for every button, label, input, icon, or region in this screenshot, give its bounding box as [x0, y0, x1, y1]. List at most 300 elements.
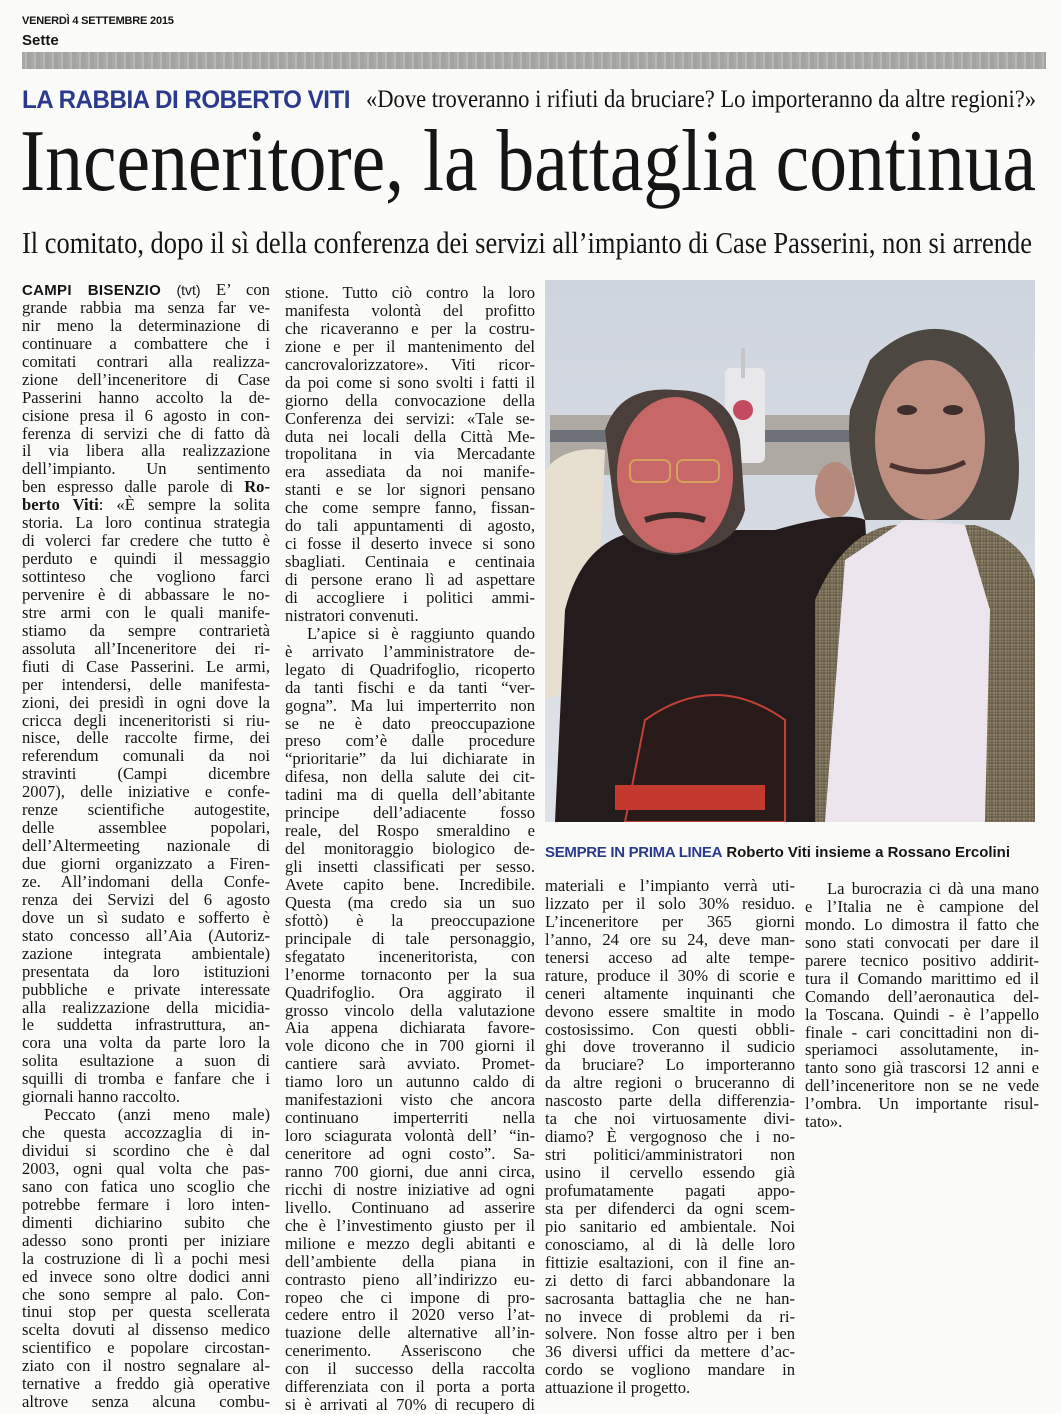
line-text: presentata da loro istituzioni: [22, 961, 270, 981]
line-text: ziato con il nostro segnalare al-: [22, 1356, 270, 1376]
line-text: di persone erano lì ad aspettare: [285, 570, 535, 589]
text-line: [22, 1070, 270, 1088]
text-line: [22, 999, 270, 1017]
line-text: vole dicono che in 700 giorni il: [285, 1036, 535, 1056]
text-line: [285, 643, 535, 661]
bold-name: berto Viti: [22, 495, 99, 515]
text-line: [22, 1214, 270, 1232]
text-line: [285, 1217, 535, 1235]
text-line: [545, 1361, 795, 1379]
article-kicker: [22, 86, 361, 115]
text-line: [285, 1109, 535, 1127]
line-text: sfegatato inceneritorista, con: [285, 946, 535, 966]
line-text: sbagliati. Centinaia e centinaia: [285, 552, 535, 572]
line-text: diamo? È vergognoso che i no-: [545, 1127, 795, 1147]
line-text: livello. Continuano ad asserire: [285, 1197, 535, 1217]
line-text: ceneri altamente inquinanti che: [545, 983, 795, 1003]
text-line: [285, 1342, 535, 1360]
line-text: Conferenza dei servizi: «Tale se-: [285, 408, 535, 428]
line-text: tato».: [805, 1112, 843, 1132]
line-text: stato concesso all’Aia (Autoriz-: [22, 925, 270, 945]
text-line: [22, 568, 270, 586]
text-line: [22, 783, 270, 801]
line-text: sacrosanta battaglia che ne han-: [545, 1288, 795, 1308]
line-text: tropolitana in via Mercadante: [285, 444, 535, 464]
line-text: differenziata con il porta a porta: [285, 1377, 535, 1397]
line-text: ternative a freddo già operative: [22, 1374, 270, 1394]
line-text: che è l’investimento giusto per il: [285, 1215, 535, 1235]
text-line: [545, 1290, 795, 1308]
line-text: costosissimo. Con questi obbli-: [545, 1019, 795, 1039]
text-line: [285, 679, 535, 697]
text-line: [285, 1127, 535, 1145]
line-text: do tali appuntamenti di agosto,: [285, 516, 535, 536]
text-line: [285, 1199, 535, 1217]
line-text: che sono sempre al palo. Con-: [22, 1284, 270, 1304]
text-line: [545, 1092, 795, 1110]
text-line: [285, 481, 535, 499]
line-text: zione dell’inceneritore di Case: [22, 369, 270, 389]
line-text: Passerini hanno accolto la de-: [22, 387, 270, 407]
line-fragment: : «È sempre la solita: [98, 495, 270, 515]
text-line: [545, 1164, 795, 1182]
line-text: tanto sono già trascorsi 12 anni e: [805, 1058, 1039, 1078]
text-line: [545, 1272, 795, 1290]
text-line: [22, 496, 270, 514]
line-text: sta per difenderci da ogni scem-: [545, 1198, 795, 1218]
line-text: Questa (ma credo sia un suo: [285, 892, 535, 912]
line-text: rature, produce il 30% di scorie e: [545, 965, 795, 985]
text-line: [22, 1286, 270, 1304]
text-line: [22, 1178, 270, 1196]
line-text: [22, 495, 270, 514]
line-text: il via libera alla realizzazione: [22, 441, 270, 461]
line-text: Quadrifoglio. Ora aggirato il: [285, 982, 535, 1002]
text-line: [22, 622, 270, 640]
line-text: ci fosse il deserto invece si sono: [285, 534, 535, 554]
section-bar-divider: [22, 52, 1046, 69]
text-line: [22, 1303, 270, 1321]
line-text: gogna”. Ma lui imperterrito non: [285, 695, 535, 715]
text-line: [285, 984, 535, 1002]
line-text: cricca degli inceneritoristi si riu-: [22, 710, 270, 730]
line-text: preso com’è dalle procedure: [285, 731, 535, 751]
text-line: [545, 949, 795, 967]
text-line: [22, 281, 270, 299]
text-line: [22, 1393, 270, 1411]
text-line: [285, 1019, 535, 1037]
text-line: [805, 1041, 1039, 1059]
line-text: pubbliche e private interessate: [22, 979, 270, 999]
line-text: Avete capito bene. Incredibile.: [285, 874, 535, 894]
line-text: solita esultazione a suon di: [22, 1051, 270, 1071]
text-line: [285, 822, 535, 840]
line-text: 2003, ogni qual volta che pas-: [22, 1158, 270, 1178]
line-text: lizzato per il solo 30% residuo.: [545, 893, 795, 913]
text-line: [22, 335, 270, 353]
caption-label: SEMPRE IN PRIMA LINEA: [545, 844, 723, 861]
line-text: grande rabbia ma senza far ve-: [22, 297, 270, 317]
line-text: per intendersi, delle manifesta-: [22, 674, 270, 694]
line-text: sono stati convocati per dare il: [805, 932, 1039, 952]
text-line: [545, 1379, 795, 1397]
line-text: speriamoci assolutamente, in-: [805, 1040, 1039, 1060]
article-column-1: [22, 281, 270, 1411]
text-line: [22, 837, 270, 855]
line-text: da tanti fischi e da tanti “ver-: [285, 677, 535, 697]
text-line: [22, 694, 270, 712]
line-text: referendum comunali da noi: [22, 746, 270, 766]
text-line: [285, 607, 535, 625]
caption-text-wrap: [545, 844, 1010, 861]
headline: [20, 113, 1061, 210]
line-text: cora una volta da parte loro la: [22, 1033, 270, 1053]
line-text: tura il Comando marittimo ed il: [805, 968, 1039, 988]
line-text: continuano imperterriti nella: [285, 1108, 535, 1128]
text-line: [285, 750, 535, 768]
line-text: contrasto pieno all’indirizzo eu-: [285, 1269, 535, 1289]
article-column-3: [545, 877, 795, 1397]
line-text: le suddetta infrastruttura, an-: [22, 1015, 270, 1035]
text-line: [805, 970, 1039, 988]
line-text: continuare a combattere che i: [22, 333, 270, 353]
text-line: [285, 876, 535, 894]
line-text: dell’inceneritore non se ne vede: [805, 1076, 1039, 1096]
headline-text: Inceneritore, la battaglia continua: [20, 113, 1036, 210]
line-text: renza dei Servizi del 6 agosto: [22, 889, 270, 909]
line-text: La burocrazia ci dà una mano: [827, 879, 1039, 898]
text-line: [285, 589, 535, 607]
text-line: [22, 1106, 270, 1124]
line-text: altrove senza alcuna combu-: [22, 1392, 270, 1412]
text-line: [285, 661, 535, 679]
text-line: [285, 768, 535, 786]
text-line: [22, 442, 270, 460]
text-line: [22, 819, 270, 837]
article-column-4: [805, 880, 1039, 1131]
line-text: da altre regioni o bruceranno di: [545, 1073, 795, 1093]
line-text: di accogliere i politici ammi-: [285, 587, 535, 607]
text-line: [285, 1378, 535, 1396]
line-text: la Toscana. Quindi - è l’appello: [805, 1004, 1039, 1024]
text-line: [22, 640, 270, 658]
line-text: Comando dell’aeronautica del-: [805, 986, 1039, 1006]
line-text: l’ombra. Un importante risul-: [805, 1094, 1039, 1114]
text-line: [285, 1091, 535, 1109]
line-text: adesso sono pronti per iniziare: [22, 1230, 270, 1250]
line-text: sfottò) è la preoccupazione: [285, 910, 535, 930]
text-line: [285, 1360, 535, 1378]
line-text: ed invece sono oltre dodici anni: [22, 1266, 270, 1286]
kicker-text: LA RABBIA DI ROBERTO VITI: [22, 86, 350, 114]
line-text: [22, 477, 270, 496]
line-text: materiali e l’impianto verrà uti-: [545, 876, 795, 895]
line-text: usino il cervello essendo già: [545, 1163, 795, 1182]
text-line: [285, 1055, 535, 1073]
text-line: [285, 966, 535, 984]
line-text: stri politici/amministratori non: [545, 1145, 795, 1165]
text-line: [22, 371, 270, 389]
text-line: [285, 912, 535, 930]
article-photo: [545, 280, 1035, 822]
issue-date: VENERDÌ 4 SETTEMBRE 2015: [22, 15, 174, 27]
text-line: [285, 445, 535, 463]
text-line: [285, 804, 535, 822]
line-fragment: (tvt): [161, 282, 216, 298]
line-text: squilli di tromba e fanfare che i: [22, 1069, 270, 1089]
text-line: [545, 1146, 795, 1164]
line-text: “prioritarie” da lui dichiarate in: [285, 749, 535, 769]
subheadline-text: Il comitato, dopo il sì della conferenza dei servizi all’impianto di Case Passerini, non si arrende: [22, 225, 1032, 260]
text-line: [22, 460, 270, 478]
text-line: [22, 927, 270, 945]
line-text: ferenza di servizi che di fatto dà: [22, 423, 270, 443]
text-line: [22, 1052, 270, 1070]
text-line: [22, 909, 270, 927]
line-text: dove un sì sudato e sofferto è: [22, 907, 270, 927]
line-text: e l’Italia ne è campione del: [805, 896, 1039, 916]
line-text: era assediata da noi manife-: [285, 462, 535, 482]
text-line: [285, 840, 535, 858]
line-text: duta nei locali della Città Me-: [285, 426, 535, 446]
line-text: manifesta volontà del profitto: [285, 300, 535, 320]
text-line: [285, 858, 535, 876]
line-text: no invece di problemi da ri-: [545, 1306, 795, 1326]
text-line: [22, 317, 270, 335]
text-line: [22, 729, 270, 747]
kicker-quote-text: «Dove troveranno i rifiuti da bruciare? Lo importeranno da altre regioni?»: [366, 86, 1036, 113]
text-line: [285, 1002, 535, 1020]
line-text: nascosto parte della differenzia-: [545, 1091, 795, 1111]
line-text: giorno della convocazione della: [285, 390, 535, 410]
line-text: 2007), delle iniziative e confe-: [22, 782, 270, 802]
text-line: [22, 478, 270, 496]
line-text: attuazione il progetto.: [545, 1378, 691, 1398]
text-line: [545, 1038, 795, 1056]
line-text: alla realizzazione della micidia-: [22, 997, 270, 1017]
text-line: [22, 873, 270, 891]
text-line: [22, 532, 270, 550]
line-text: L’inceneritore per 365 giorni: [545, 911, 795, 931]
kicker-quote: [366, 86, 1061, 114]
line-text: potrebbe fermare i loro inten-: [22, 1194, 270, 1214]
text-line: [22, 586, 270, 604]
text-line: [285, 428, 535, 446]
text-line: [285, 1289, 535, 1307]
line-fragment: E’ con: [215, 280, 270, 299]
line-text: giornali hanno raccolto.: [22, 1087, 181, 1107]
article-column-2: [285, 284, 535, 1414]
text-line: [545, 913, 795, 931]
line-text: l’anno, 24 ore su 24, deve man-: [545, 929, 795, 949]
text-line: [285, 1306, 535, 1324]
line-text: che questa accozzaglia di in-: [22, 1123, 270, 1143]
text-line: [22, 1016, 270, 1034]
line-text: da poi come si sono svolti i fatti il: [285, 372, 535, 392]
line-text: Peccato (anzi meno male): [44, 1105, 270, 1125]
text-line: [22, 981, 270, 999]
text-line: [545, 1003, 795, 1021]
line-text: si è arrivati al 70% di recupero di: [285, 1395, 535, 1414]
line-text: ta che noi virtuosamente divi-: [545, 1109, 795, 1129]
line-text: zi detto di farci abbandonare la: [545, 1270, 795, 1290]
text-line: [285, 1271, 535, 1289]
text-line: [285, 1073, 535, 1091]
text-line: [22, 550, 270, 568]
line-text: dell’ambiente della piana in: [285, 1251, 535, 1271]
line-text: perduto e quindi il messaggio: [22, 549, 270, 569]
line-text: l’enorme tornaconto per la sua: [285, 964, 535, 984]
line-text: renze scientifiche autogestite,: [22, 800, 270, 820]
text-line: [22, 1142, 270, 1160]
text-line: [805, 1006, 1039, 1024]
text-line: [22, 1268, 270, 1286]
text-line: [545, 895, 795, 913]
text-line: [22, 1357, 270, 1375]
text-line: [285, 320, 535, 338]
line-text: stiamo da sempre contrarietà: [22, 620, 270, 640]
text-line: [805, 880, 1039, 898]
caption-text: Roberto Viti insieme a Rossano Ercolini: [726, 844, 1010, 861]
line-text: delle assemblee popolari,: [22, 818, 270, 838]
text-line: [22, 1250, 270, 1268]
text-line: [22, 1232, 270, 1250]
text-line: [22, 1088, 270, 1106]
line-text: scelta dovuti al dissenso medico: [22, 1320, 270, 1340]
line-text: nisce, delle raccolte firme, dei: [22, 728, 270, 748]
line-text: scientifico e popolare circostan-: [22, 1338, 270, 1358]
text-line: [805, 1113, 1039, 1131]
line-text: cantiere sarà avviato. Promet-: [285, 1054, 535, 1074]
text-line: [545, 1182, 795, 1200]
text-line: [285, 571, 535, 589]
line-text: pervenire è di abbassare le no-: [22, 584, 270, 604]
line-text: se ne è dato preoccupazione: [285, 713, 535, 733]
line-text: stravinti (Campi dicembre: [22, 764, 270, 784]
text-line: [285, 894, 535, 912]
bold-name: Ro-: [244, 477, 270, 497]
line-text: ricchi di nostre iniziative ad ogni: [285, 1179, 535, 1199]
line-text: del monitoraggio biologico de-: [285, 839, 535, 859]
text-line: [285, 1324, 535, 1342]
text-line: [22, 1339, 270, 1357]
text-line: [545, 967, 795, 985]
line-text: che ricaveranno e per la costru-: [285, 318, 535, 338]
line-text: profumatamente pagati appo-: [545, 1180, 795, 1200]
text-line: [22, 658, 270, 676]
text-line: [285, 1163, 535, 1181]
line-text: stre armi con le quali manife-: [22, 602, 270, 622]
line-text: sano con fatica uno scoglio che: [22, 1176, 270, 1196]
text-line: [285, 732, 535, 750]
line-text: dividui si scordino che è dal: [22, 1141, 270, 1160]
line-text: tenersi acceso ad alte tempe-: [545, 947, 795, 967]
line-text: tinui stop per questa scellerata: [22, 1302, 270, 1322]
text-line: [285, 948, 535, 966]
text-line: [285, 392, 535, 410]
line-text: cedere entro il 2020 verso l’at-: [285, 1305, 535, 1325]
line-fragment: ben espresso dalle parole di: [22, 477, 245, 497]
line-text: 36 diversi uffici da mettere d’ac-: [545, 1342, 795, 1362]
text-line: [22, 891, 270, 909]
text-line: [285, 499, 535, 517]
line-text: due giorni organizzato a Firen-: [22, 854, 270, 873]
text-line: [545, 1325, 795, 1343]
text-line: [22, 945, 270, 963]
line-text: zione e per il mantenimento del: [285, 336, 535, 356]
line-text: grosso vincolo della valutazione: [285, 1000, 535, 1020]
text-line: [285, 356, 535, 374]
text-line: [22, 353, 270, 371]
text-line: [22, 1124, 270, 1142]
text-line: [285, 553, 535, 571]
dateline: CAMPI BISENZIO: [22, 282, 162, 299]
line-text: tadini ma di quella dell’abitante: [285, 785, 535, 805]
line-text: pio sanitario ed ambientale. Noi: [545, 1216, 795, 1236]
line-text: L’apice si è raggiunto quando: [307, 623, 535, 643]
text-line: [285, 1181, 535, 1199]
line-text: ghi dove troveranno il sudicio: [545, 1037, 795, 1057]
text-line: [22, 676, 270, 694]
text-line: [22, 963, 270, 981]
line-text: conosciamo, al di là delle loro: [545, 1234, 795, 1254]
text-line: [285, 786, 535, 804]
text-line: [22, 855, 270, 873]
text-line: [285, 1145, 535, 1163]
line-text: comitati contrari alla realizza-: [22, 351, 270, 371]
text-line: [285, 1235, 535, 1253]
line-text: fiuti di Case Passerini. Le armi,: [22, 656, 270, 676]
text-line: [22, 765, 270, 783]
text-line: [545, 877, 795, 895]
line-text: Aia appena dichiarata favore-: [285, 1018, 535, 1038]
line-text: storia. La loro continua strategia: [22, 513, 270, 533]
text-line: [545, 1200, 795, 1218]
text-line: [22, 425, 270, 443]
text-line: [285, 625, 535, 643]
line-text: tuazione delle alternative all’in-: [285, 1323, 535, 1343]
text-line: [545, 1218, 795, 1236]
line-text: con il successo della raccolta: [285, 1359, 535, 1379]
line-text: di volerci far credere che tutto è: [22, 531, 270, 551]
text-line: [545, 1074, 795, 1092]
text-line: [545, 1236, 795, 1254]
line-text: da bruciare? Lo importeranno: [545, 1055, 795, 1075]
line-text: principale di tale personaggio,: [285, 928, 535, 948]
line-text: solvere. Non fosse altro per i ben: [545, 1324, 795, 1344]
line-text: zioni, dei presidì in ogni dove la: [22, 692, 270, 712]
text-line: [805, 934, 1039, 952]
line-text: gli insetti classificati per sesso.: [285, 857, 535, 876]
text-line: [22, 801, 270, 819]
line-text: parere tecnico positivo addirit-: [805, 950, 1039, 970]
line-text: nir meno la determinazione di: [22, 315, 270, 335]
line-text: dimenti dichiarino subito che: [22, 1212, 270, 1232]
line-text: reale, del Rospo smeraldino e: [285, 821, 535, 841]
text-line: [285, 697, 535, 715]
line-text: stanti e se lor signori pensano: [285, 480, 535, 500]
subheadline: [22, 227, 1061, 258]
text-line: [545, 1128, 795, 1146]
line-text: tiamo loro un autunno caldo di: [285, 1072, 535, 1092]
text-line: [805, 988, 1039, 1006]
line-text: sottinteso che vogliono farci: [22, 567, 270, 586]
line-text: mondo. Lo dimostra il fatto che: [805, 914, 1039, 934]
line-text: ropeo che ci impone di pro-: [285, 1287, 535, 1307]
text-line: [22, 747, 270, 765]
line-text: stione. Tutto ciò contro la loro: [285, 283, 535, 302]
text-line: [805, 1077, 1039, 1095]
